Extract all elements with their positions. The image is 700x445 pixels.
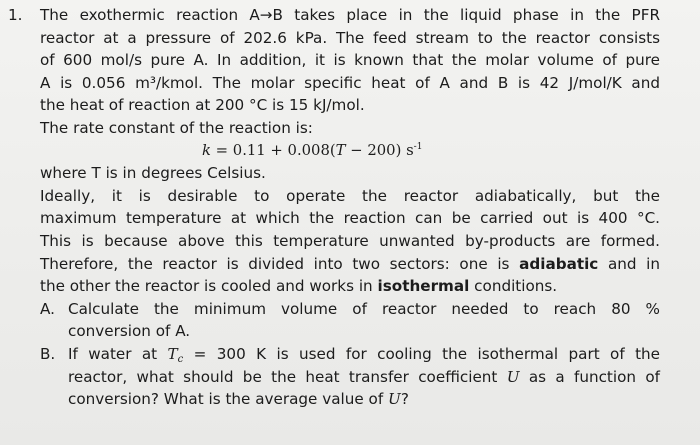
intro-line-3: of 600 mol/s pure A. In addition, it is known that the molar volume of pure [40, 51, 660, 70]
part-a-text [68, 298, 660, 343]
isothermal-line [40, 275, 660, 298]
formula-rhs-suffix: − 200) s [345, 141, 414, 159]
tc-symbol [168, 345, 184, 363]
formula-T: T [335, 141, 346, 159]
intro-line-5: the heat of reaction at 200 °C is 15 kJ/mol. [40, 96, 365, 115]
after-formula-line-1: where T is in degrees Celsius. [40, 164, 266, 183]
part-b-text [68, 343, 660, 411]
formula-exponent: -1 [413, 141, 423, 152]
intro-line-6: The rate constant of the reaction is: [40, 118, 313, 137]
after-formula-line-2: Ideally, it is desirable to operate the reactor adiabatically, but the [40, 186, 660, 205]
isothermal-bold: isothermal [377, 277, 470, 296]
part-a [40, 298, 660, 343]
tc-T: T [167, 344, 178, 363]
formula-k: k [202, 141, 211, 159]
intro-line-1: The exothermic reaction A→B takes place in the liquid phase in the PFR [40, 6, 660, 24]
isothermal-prefix: the other the reactor is cooled and works in [40, 277, 378, 296]
part-b-line-2 [68, 366, 660, 389]
part-b-line-3 [68, 388, 660, 411]
part-b-line2-prefix: reactor, what should be the heat transfer coefficient [68, 367, 507, 386]
after-formula-line-5 [40, 253, 660, 276]
part-b-line2-suffix: as a function of [519, 367, 660, 386]
part-b-line3-suffix: ? [400, 390, 409, 409]
question-number: 1. [8, 6, 23, 24]
u-symbol-2: U [388, 390, 401, 409]
adiabatic-bold: adiabatic [519, 254, 599, 273]
part-a-letter: A. [40, 299, 55, 318]
after-formula-line-4: This is because above this temperature unwanted by-products are formed. [40, 231, 660, 250]
rate-constant-formula [40, 140, 660, 163]
part-b-letter: B. [40, 344, 56, 363]
part-a-line-1: Calculate the minimum volume of reactor needed to reach 80 % [68, 299, 660, 318]
sectors-text: Therefore, the reactor is divided into two sectors: one is [40, 254, 510, 273]
part-b-line1-suffix: = 300 K is used for cooling the isothermal part of the [183, 344, 661, 363]
part-b-line-1 [68, 343, 660, 366]
part-b-line1-prefix: If water at [68, 344, 168, 363]
u-symbol: U [506, 367, 520, 386]
question-body [40, 4, 660, 411]
tc-sub: c [177, 353, 184, 365]
intro-line-4: A is 0.056 m³/kmol. The molar specific heat of A and B is 42 J/mol/K and [40, 73, 660, 92]
part-b-line3-prefix: conversion? What is the average value of [68, 390, 389, 409]
intro-line-2: reactor at a pressure of 202.6 kPa. The feed stream to the reactor consists [40, 28, 660, 47]
after-formula-line-3: maximum temperature at which the reaction can be carried out is 400 °C. [40, 209, 660, 228]
and-in-text: and in [598, 254, 661, 273]
isothermal-suffix: conditions. [469, 277, 558, 296]
part-a-line-2: conversion of A. [68, 322, 191, 341]
formula-rhs-prefix: = 0.11 + 0.008( [210, 141, 336, 159]
part-b [40, 343, 660, 411]
